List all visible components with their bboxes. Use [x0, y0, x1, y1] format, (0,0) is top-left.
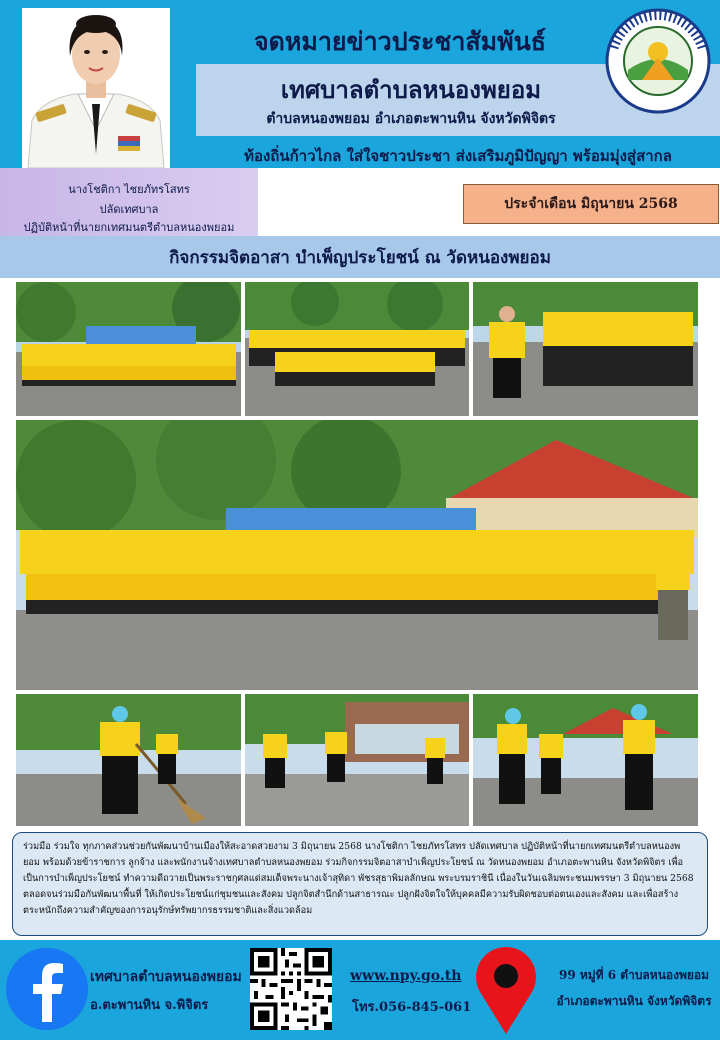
organization-name: เทศบาลตำบลหนองพยอม — [280, 75, 542, 104]
official-name: นางโชติกา ไชยภัทรโสทร — [68, 183, 190, 196]
photo-exercise-leader — [473, 282, 698, 416]
photo-sweeping-2 — [245, 694, 469, 826]
website-link[interactable]: www.npy.go.th — [350, 968, 462, 984]
official-acting-role: ปฏิบัติหน้าที่นายกเทศมนตรีตำบลหนองพยอม — [23, 221, 235, 234]
news-body-text: ร่วมมือ ร่วมใจ ทุกภาคส่วนช่วยกันพัฒนาบ้านเมืองให้สะอาดสวยงาม 3 มิถุนายน 2568 นางโชติกา ไชยภัทรโสทร ปลัดเทศบาล ปฏิบัติหน้าที่นายกเทศมนตรีตำบลหนองพยอม พร้อมด้วยข้าราชการ ลูกจ้าง และพนักงานจ้างเทศบาลตำบลหนองพยอม ร่วมกิจกรรมจิตอาสาบำเพ็ญประโยชน์ ณ วัดหนองพยอม อำเภอตะพานหิน จังหวัดพิจิตร เพื่อเป็นการบำเพ็ญประโยชน์ ทำความดีถวายเป็นพระราชกุศลแด่สมเด็จพระนางเจ้าสุทิดา พัชรสุธาพิมลลักษณ พระบรมราชินี เนื่องในวันเฉลิมพระชนมพรรษา 3 มิถุนายน 2568 ตลอดจนร่วมมือกันพัฒนาพื้นที่ ให้เกิดประโยชน์แก่ชุมชนและสังคม ปลูกจิตสำนึกด้านสาธารณะ ปลูกฝังจิตใจให้บุคคลมีความรับผิดชอบต่อตนเองและสังคม และเพื่อสร้างตระหนักถึงความสำคัญของการอนุรักษ์ทรัพยากรธรรมชาติและสิ่งแวดล้อม — [12, 832, 708, 936]
slogan: ท้องถิ่นก้าวไกล ใส่ใจชาวประชา ส่งเสริมภูมิปัญญา พร้อมมุ่งสู่สากล — [244, 147, 672, 165]
map-pin-icon — [470, 944, 542, 1036]
phone-number: โทร.056-845-061 — [352, 1000, 472, 1015]
official-portrait — [22, 8, 170, 168]
facebook-page-name[interactable]: เทศบาลตำบลหนองพยอม — [90, 969, 242, 985]
footer-address-line-1: 99 หมู่ที่ 6 ตำบลหนองพยอม — [558, 968, 710, 982]
facebook-icon[interactable] — [6, 948, 88, 1030]
organization-address: ตำบลหนองพยอม อำเภอตะพานหิน จังหวัดพิจิตร — [266, 111, 556, 127]
photo-sweeping-3 — [473, 694, 698, 826]
facebook-page-location: อ.ตะพานหิน จ.พิจิตร — [90, 998, 209, 1013]
photo-main-group — [16, 420, 698, 690]
newsletter-title: จดหมายข่าวประชาสัมพันธ์ — [254, 27, 546, 56]
footer-address-line-2: อำเภอตะพานหิน จังหวัดพิจิตร — [556, 994, 712, 1008]
photo-group-banner — [16, 282, 241, 416]
official-info-box — [0, 168, 258, 236]
municipality-seal-icon — [600, 8, 716, 114]
official-position: ปลัดเทศบาล — [99, 203, 159, 216]
headline: กิจกรรมจิตอาสา บำเพ็ญประโยชน์ ณ วัดหนองพยอม — [0, 236, 720, 278]
issue-month: ประจำเดือน มิถุนายน 2568 — [463, 184, 719, 224]
photo-exercise-group — [245, 282, 469, 416]
photo-sweeping-1 — [16, 694, 241, 826]
footer-background — [0, 940, 720, 1040]
qr-code-icon[interactable] — [250, 948, 332, 1030]
